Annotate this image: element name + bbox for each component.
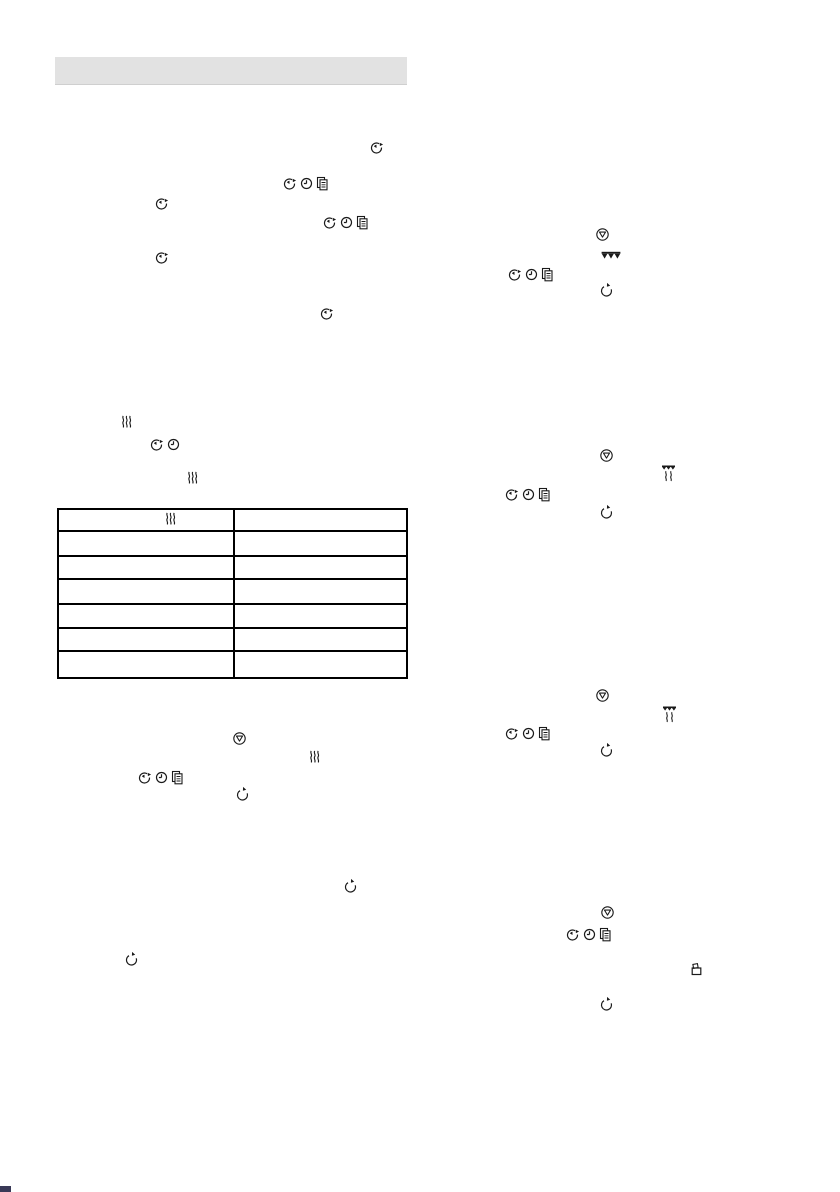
start-knob-icon xyxy=(599,742,614,758)
clock-icon xyxy=(521,487,536,502)
table-cell xyxy=(234,651,407,678)
timer-clock-icon xyxy=(155,250,170,265)
table-row xyxy=(58,556,407,579)
grill-heat-icon xyxy=(662,706,677,723)
timer-clock-trio-icon xyxy=(505,726,551,741)
table-cell xyxy=(58,579,234,604)
timer-clock-icon xyxy=(320,306,335,321)
timer-clock-icon xyxy=(155,196,170,211)
clock-icon xyxy=(524,267,539,282)
timer-clock-icon xyxy=(283,176,298,191)
clock-icon xyxy=(154,770,169,785)
temp-dial-icon xyxy=(232,731,247,746)
table-cell xyxy=(58,651,234,678)
table-cell xyxy=(234,604,407,628)
temp-dial-icon xyxy=(599,448,614,463)
table-cell xyxy=(234,628,407,651)
temp-dial-icon xyxy=(595,688,610,703)
temp-dial-icon xyxy=(595,688,610,703)
heat-waves-icon xyxy=(187,471,198,485)
clock-icon xyxy=(339,215,354,230)
table-cell xyxy=(58,628,234,651)
cooking-table-grid xyxy=(57,508,408,679)
copy-doc-icon xyxy=(537,487,551,502)
heat-waves-icon xyxy=(187,471,198,485)
table-cell xyxy=(234,579,407,604)
heat-waves-icon xyxy=(121,415,132,429)
timer-clock-icon xyxy=(508,267,523,282)
temp-dial-icon xyxy=(595,227,610,242)
start-knob-icon xyxy=(599,282,614,298)
temp-dial-icon xyxy=(232,731,247,746)
timer-clock-icon xyxy=(505,726,520,741)
table-cell xyxy=(58,531,234,556)
table-cell xyxy=(234,509,407,531)
page-corner-artifact xyxy=(0,1186,11,1192)
table-header-row xyxy=(58,509,407,531)
timer-clock-icon xyxy=(155,196,170,211)
table-row xyxy=(58,579,407,604)
start-knob-icon xyxy=(124,951,139,967)
copy-doc-icon xyxy=(355,215,369,230)
timer-clock-icon xyxy=(150,437,165,452)
timer-clock-icon xyxy=(370,140,385,155)
table-cell xyxy=(58,604,234,628)
start-knob-icon xyxy=(599,282,614,298)
heat-waves-icon xyxy=(309,750,320,764)
table-cell xyxy=(58,509,234,531)
start-knob-icon xyxy=(343,878,358,894)
timer-clock-trio-icon xyxy=(323,215,369,230)
timer-clock-trio-icon xyxy=(505,487,551,502)
timer-clock-trio-icon xyxy=(508,267,554,282)
table-row xyxy=(58,651,407,678)
table-row xyxy=(58,531,407,556)
table-header-heat-icon-wrap xyxy=(165,512,176,529)
copy-doc-icon xyxy=(598,927,612,942)
start-knob-icon xyxy=(599,996,614,1012)
table-cell xyxy=(234,531,407,556)
start-knob-icon xyxy=(235,786,250,802)
copy-doc-icon xyxy=(170,770,184,785)
timer-clock-icon xyxy=(155,250,170,265)
timer-clock-trio-icon xyxy=(566,927,612,942)
start-knob-icon xyxy=(599,742,614,758)
start-knob-icon xyxy=(599,504,614,520)
temp-dial-icon xyxy=(600,905,615,920)
timer-clock-trio-icon xyxy=(283,176,329,191)
timer-clock-icon xyxy=(505,487,520,502)
clock-icon xyxy=(299,176,314,191)
bottom-heat-icon xyxy=(601,251,621,260)
timer-clock-icon xyxy=(320,306,335,321)
grill-heat-icon xyxy=(661,465,676,482)
start-knob-icon xyxy=(343,878,358,894)
clock-icon xyxy=(166,437,181,452)
timer-clock-icon xyxy=(566,927,581,942)
copy-doc-icon xyxy=(315,176,329,191)
timer-clock-pair-icon xyxy=(150,437,181,452)
heat-waves-icon xyxy=(309,750,320,764)
heat-waves-icon xyxy=(165,512,176,526)
table-row xyxy=(58,604,407,628)
temp-dial-icon xyxy=(595,227,610,242)
weight-icon xyxy=(689,962,703,976)
table-row xyxy=(58,628,407,651)
table-cell xyxy=(234,556,407,579)
timer-clock-icon xyxy=(370,140,385,155)
copy-doc-icon xyxy=(537,726,551,741)
clock-icon xyxy=(521,726,536,741)
grill-heat-icon xyxy=(661,465,676,482)
copy-doc-icon xyxy=(540,267,554,282)
temp-dial-icon xyxy=(599,448,614,463)
cooking-table xyxy=(57,508,408,677)
temp-dial-icon xyxy=(600,905,615,920)
start-knob-icon xyxy=(235,786,250,802)
bottom-heat-icon xyxy=(601,251,621,260)
timer-clock-icon xyxy=(323,215,338,230)
start-knob-icon xyxy=(599,504,614,520)
timer-clock-icon xyxy=(138,770,153,785)
heat-waves-icon xyxy=(121,415,132,429)
grill-heat-icon xyxy=(662,706,677,723)
table-cell xyxy=(58,556,234,579)
start-knob-icon xyxy=(599,996,614,1012)
start-knob-icon xyxy=(124,951,139,967)
weight-icon xyxy=(689,962,703,976)
clock-icon xyxy=(582,927,597,942)
timer-clock-trio-icon xyxy=(138,770,184,785)
